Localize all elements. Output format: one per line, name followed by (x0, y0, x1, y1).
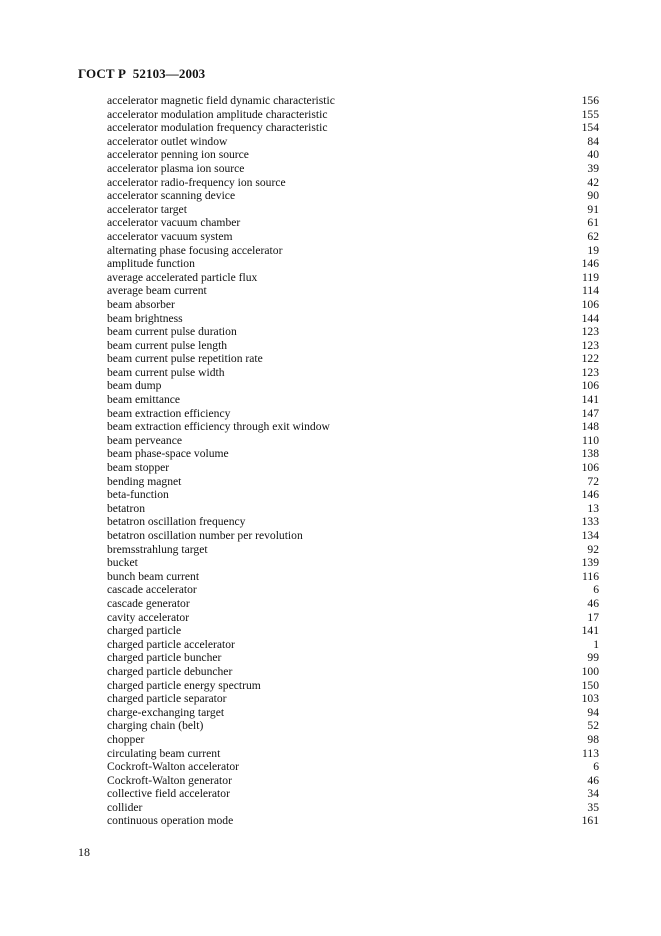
index-entry (107, 352, 599, 366)
index-page-ref: 141 (581, 624, 599, 638)
index-entry (107, 706, 599, 720)
document-header: ГОСТ Р 52103—2003 (78, 66, 206, 81)
index-page-ref: 119 (582, 270, 599, 284)
index-term: betatron oscillation number per revolution (107, 529, 303, 542)
index-term: charged particle separator (107, 692, 227, 706)
index-term: beam phase-space volume (107, 447, 229, 461)
index-page-ref: 139 (581, 556, 599, 570)
index-page-ref: 19 (587, 243, 599, 257)
index-term: charged particle (107, 624, 182, 638)
index-page-ref: 122 (581, 352, 599, 366)
index-term: beam dump (107, 379, 162, 393)
index-term: betatron oscillation frequency (107, 515, 246, 529)
index-term: accelerator penning ion source (107, 148, 249, 162)
index-term: amplitude function (107, 257, 195, 271)
index-page-ref: 46 (587, 596, 599, 610)
index-term: accelerator modulation frequency characteristic (107, 121, 328, 135)
index-entry (107, 529, 599, 543)
index-page-ref: 6 (593, 760, 599, 774)
index-term: bunch beam current (107, 569, 200, 583)
index-term: charged particle buncher (107, 651, 222, 665)
index-page-ref: 42 (587, 175, 599, 189)
index-term: beam current pulse repetition rate (107, 352, 263, 366)
index-page-ref: 46 (587, 773, 599, 787)
index-page-ref: 123 (581, 325, 599, 339)
index-page-ref: 146 (581, 488, 599, 502)
index-term: bucket (107, 556, 138, 570)
index-page-ref: 161 (581, 814, 599, 828)
index-page-ref: 114 (582, 284, 599, 298)
index-term: alternating phase focusing accelerator (107, 243, 283, 257)
index-page-ref: 123 (581, 365, 599, 379)
index-entry (107, 257, 599, 271)
index-term: cascade accelerator (107, 583, 197, 597)
index-entry (107, 420, 599, 434)
index-page-ref: 146 (581, 257, 599, 271)
index-entry (107, 162, 599, 176)
index-page-ref: 138 (581, 447, 599, 461)
index-term: collider (107, 800, 143, 814)
index-entry (107, 488, 599, 502)
index-entry (107, 230, 599, 244)
index-page-ref: 155 (581, 107, 599, 121)
index-entry (107, 719, 599, 733)
index-term: accelerator scanning device (107, 189, 236, 203)
index-entry (107, 284, 599, 298)
index-term: accelerator magnetic field dynamic characteristic (107, 94, 335, 107)
index-entry (107, 543, 599, 557)
index-entry (107, 393, 599, 407)
index-term: bremsstrahlung target (107, 542, 208, 556)
index-page-ref: 113 (582, 746, 599, 760)
index-term: collective field accelerator (107, 787, 230, 801)
index-page-ref: 147 (581, 406, 599, 420)
index-term: beam current pulse duration (107, 325, 237, 339)
index-page-ref: 141 (581, 393, 599, 407)
index-term: continuous operation mode (107, 814, 234, 828)
index-entry (107, 611, 599, 625)
index-page-ref: 84 (587, 134, 599, 148)
index-entry (107, 801, 599, 815)
index-page-ref: 92 (587, 542, 599, 556)
index-term: charge-exchanging target (107, 705, 225, 719)
index-term: charged particle accelerator (107, 637, 235, 651)
index-term: betatron (107, 501, 145, 515)
index-term: cavity accelerator (107, 610, 190, 624)
page-number: 18 (78, 845, 90, 859)
index-term: accelerator modulation amplitude characteristic (107, 107, 328, 121)
index-page-ref: 90 (587, 189, 599, 203)
index-page-ref: 98 (587, 732, 599, 746)
index-page-ref: 99 (587, 651, 599, 665)
index-term: accelerator vacuum system (107, 229, 233, 243)
index-entry (107, 556, 599, 570)
index-page-ref: 110 (582, 433, 599, 447)
index-entry (107, 447, 599, 461)
index-page-ref: 134 (581, 529, 599, 542)
index-term: charging chain (belt) (107, 719, 204, 733)
index-entry (107, 679, 599, 693)
index-entry (107, 461, 599, 475)
index-page-ref: 62 (587, 229, 599, 243)
index-entry (107, 475, 599, 489)
index-term: beam emittance (107, 393, 181, 407)
index-page-ref: 123 (581, 338, 599, 352)
index-page-ref: 144 (581, 311, 599, 325)
index-entry (107, 135, 599, 149)
index-entry (107, 176, 599, 190)
index-term: beam absorber (107, 297, 175, 311)
index-page-ref: 61 (587, 216, 599, 230)
index-term: chopper (107, 732, 145, 746)
index-page-ref: 116 (582, 569, 599, 583)
index-term: charged particle energy spectrum (107, 678, 261, 692)
index-entry (107, 774, 599, 788)
term-index-list (107, 94, 599, 828)
index-page-ref: 133 (581, 515, 599, 529)
index-term: average beam current (107, 284, 207, 298)
index-page-ref: 154 (581, 121, 599, 135)
index-term: accelerator outlet window (107, 134, 228, 148)
index-term: charged particle debuncher (107, 664, 233, 678)
index-term: beam stopper (107, 461, 170, 475)
index-entry (107, 760, 599, 774)
index-entry (107, 298, 599, 312)
index-term: accelerator radio-frequency ion source (107, 175, 286, 189)
index-entry (107, 638, 599, 652)
index-page-ref: 94 (587, 705, 599, 719)
index-page-ref: 72 (587, 474, 599, 488)
index-page-ref: 6 (593, 583, 599, 597)
index-page-ref: 150 (581, 678, 599, 692)
index-page-ref: 91 (587, 202, 599, 216)
index-entry (107, 94, 599, 108)
index-page-ref: 106 (581, 379, 599, 393)
index-page-ref: 40 (587, 148, 599, 162)
index-entry (107, 583, 599, 597)
index-entry (107, 189, 599, 203)
index-entry (107, 407, 599, 421)
index-entry (107, 814, 599, 828)
index-entry (107, 624, 599, 638)
index-entry (107, 244, 599, 258)
index-page-ref: 1 (593, 637, 599, 651)
index-page-ref: 39 (587, 161, 599, 175)
index-entry (107, 597, 599, 611)
index-entry (107, 665, 599, 679)
index-page-ref: 106 (581, 461, 599, 475)
index-term: bending magnet (107, 474, 182, 488)
index-entry (107, 515, 599, 529)
index-entry (107, 502, 599, 516)
index-entry (107, 570, 599, 584)
index-page-ref: 17 (587, 610, 599, 624)
index-page-ref: 13 (587, 501, 599, 515)
index-term: Cockroft-Walton accelerator (107, 760, 240, 774)
index-entry (107, 787, 599, 801)
index-term: beam extraction efficiency (107, 406, 231, 420)
index-term: beam extraction efficiency through exit window (107, 420, 330, 434)
index-entry (107, 379, 599, 393)
index-term: accelerator vacuum chamber (107, 216, 241, 230)
index-term: beam perveance (107, 433, 182, 447)
index-term: cascade generator (107, 596, 190, 610)
index-term: accelerator target (107, 202, 187, 216)
index-entry (107, 366, 599, 380)
index-entry (107, 339, 599, 353)
index-entry (107, 733, 599, 747)
index-page-ref: 100 (581, 664, 599, 678)
index-entry (107, 692, 599, 706)
index-page-ref: 52 (587, 719, 599, 733)
index-page-ref: 106 (581, 297, 599, 311)
index-term: beam current pulse length (107, 338, 228, 352)
index-page-ref: 35 (587, 800, 599, 814)
index-entry (107, 121, 599, 135)
index-entry (107, 325, 599, 339)
index-entry (107, 203, 599, 217)
index-entry (107, 271, 599, 285)
index-entry (107, 216, 599, 230)
index-term: beam current pulse width (107, 365, 225, 379)
index-term: beam brightness (107, 311, 183, 325)
index-entry (107, 651, 599, 665)
index-entry (107, 148, 599, 162)
index-entry (107, 108, 599, 122)
index-term: circulating beam current (107, 746, 221, 760)
index-entry (107, 747, 599, 761)
index-page-ref: 103 (581, 692, 599, 706)
index-term: accelerator plasma ion source (107, 161, 245, 175)
index-entry (107, 434, 599, 448)
index-entry (107, 312, 599, 326)
index-term: beta-function (107, 488, 169, 502)
index-page-ref: 34 (587, 787, 599, 801)
index-page-ref: 148 (581, 420, 599, 434)
index-page-ref: 156 (581, 94, 599, 107)
index-term: Cockroft-Walton generator (107, 773, 232, 787)
index-term: average accelerated particle flux (107, 270, 258, 284)
